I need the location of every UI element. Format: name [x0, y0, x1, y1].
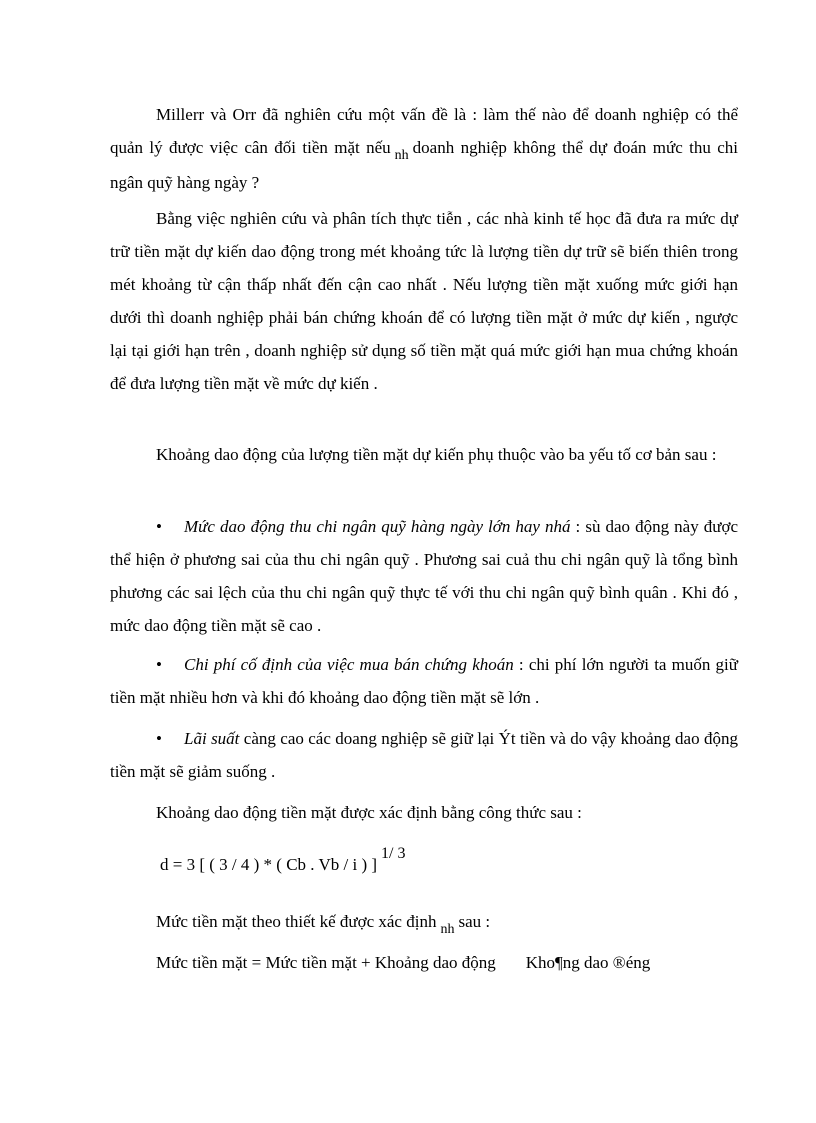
bullet-item-2	[110, 648, 738, 714]
formula-main: d = 3 [ ( 3 / 4 ) * ( Cb . Vb / i ) ]	[160, 855, 378, 874]
bullet-icon: •	[156, 729, 162, 748]
paragraph-2: Bằng việc nghiên cứu và phân tích thực tiễn , các nhà kinh tế học đã đưa ra mức dự trữ tiền mặt dự kiến dao động trong mét khoảng tức là lượng tiền dự trữ sẽ biến thiên trong mét khoảng từ cận thấp nhất đến cận cao nhất . Nếu lượng tiền mặt xuống mức giới hạn dưới thì doanh nghiệp phải bán chứng khoán để có lượng tiền mặt ở mức dự kiến , ngược lại tại giới hạn trên , doanh nghiệp sử dụng số tiền mặt quá mức giới hạn mua chứng khoán để đưa lượng tiền mặt về mức dự kiến .	[110, 209, 738, 393]
subscript-nh: nh	[440, 922, 455, 937]
bullet-icon: •	[156, 517, 162, 536]
bullet-item-3	[110, 722, 738, 788]
bullet-1-text: : sù dao động này được thể hiện ở phương sai của thu chi ngân quỹ . Phương sai cuả thu chi ngân quỹ là tổng bình phương các sai lệch của thu chi ngân quỹ thực tế với thu chi ngân quỹ bình quân . Khi đó , mức dao động tiền mặt sẽ cao .	[110, 517, 738, 635]
bullet-icon: •	[156, 655, 162, 674]
paragraph-3: Khoảng dao động của lượng tiền mặt dự kiến phụ thuộc vào ba yếu tố cơ bản sau :	[156, 445, 717, 464]
final-line	[156, 946, 650, 979]
formula	[160, 845, 406, 882]
design-line-text-b: sau :	[458, 912, 491, 931]
subscript-nh: nh	[394, 148, 409, 163]
bullet-3-italic: Lãi suất	[184, 729, 240, 748]
bullet-2-italic: Chi phí cố định của việc mua bán chứng khoán	[184, 655, 514, 674]
final-line-text-b: Kho¶ng dao ®éng	[525, 953, 651, 972]
paragraph-1	[110, 98, 738, 199]
design-line-text-a: Mức tiền mặt theo thiết kế được xác định	[156, 912, 437, 931]
formula-intro: Khoảng dao động tiền mặt được xác định bằng công thức sau :	[156, 803, 582, 822]
formula-exponent: 1/ 3	[381, 845, 406, 862]
bullet-item-1	[110, 510, 738, 642]
bullet-1-italic: Mức dao động thu chi ngân quỹ hàng ngày lớn hay nhá	[184, 517, 571, 536]
design-line	[156, 905, 490, 940]
paragraph-1-text-b: doanh nghiệp không thể dự đoán mức thu chi ngân quỹ hàng ngày ?	[110, 138, 738, 192]
paragraph-1-text-a: Millerr và Orr đã nghiên cứu một vấn đề là : làm thế nào để doanh nghiệp có thể quản lý được việc cân đối tiền mặt nếu	[110, 105, 738, 157]
bullet-3-text: càng cao các doang nghiệp sẽ giữ lại Ýt tiền và do vậy khoảng dao động tiền mặt sẽ giảm suống .	[110, 729, 738, 781]
final-line-text-a: Mức tiền mặt = Mức tiền mặt + Khoảng dao động	[156, 953, 496, 972]
bullet-2-text: : chi phí lớn người ta muốn giữ tiền mặt nhiều hơn và khi đó khoảng dao động tiền mặt sẽ lớn .	[110, 655, 738, 707]
